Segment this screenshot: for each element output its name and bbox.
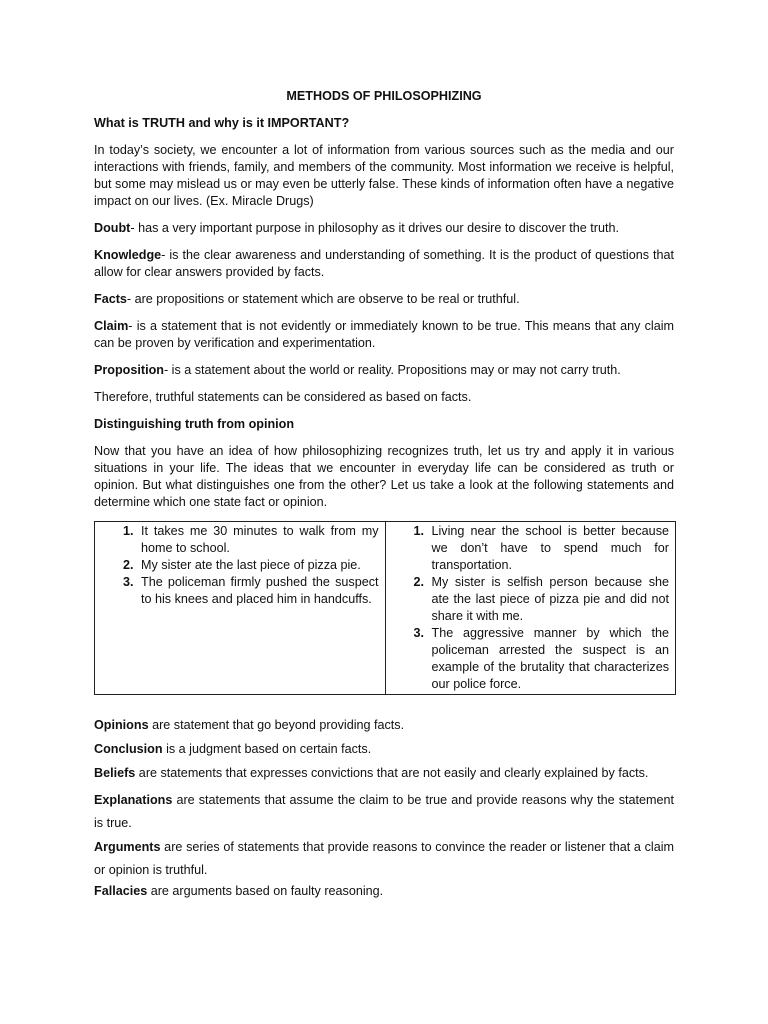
document-body xyxy=(94,88,674,907)
term-label: Fallacies xyxy=(94,884,148,898)
term-label: Claim xyxy=(94,319,129,333)
opinion-intro-paragraph: Now that you have an idea of how philosophizing recognizes truth, let us try and apply it in various situations in your life. The ideas that we encounter in everyday life can be considered as truth or opinion. But what distinguishes one from the other? Let us take a look at the following statements and determine which one state fact or opinion. xyxy=(94,444,674,509)
definition-text: - is the clear awareness and understanding of something. It is the product of questions that allow for clear answers provided by facts. xyxy=(94,248,674,279)
term-beliefs xyxy=(94,765,674,782)
table-row xyxy=(95,522,676,695)
fact-statements-cell xyxy=(95,522,386,695)
section-heading-truth: What is TRUTH and why is it IMPORTANT? xyxy=(94,116,350,130)
definition-text: - has a very important purpose in philosophy as it drives our desire to discover the truth. xyxy=(130,221,619,235)
term-text: is a judgment based on certain facts. xyxy=(162,742,372,756)
section-heading-opinion: Distinguishing truth from opinion xyxy=(94,417,295,431)
term-label: Proposition xyxy=(94,363,164,377)
definition-claim xyxy=(94,318,674,352)
term-text: are statement that go beyond providing facts. xyxy=(148,718,405,732)
term-label: Doubt xyxy=(94,221,131,235)
term-label: Knowledge xyxy=(94,248,162,262)
list-item: 2. My sister ate the last piece of pizza pie. xyxy=(137,557,379,574)
list-item: 2. My sister is selfish person because she ate the last piece of pizza pie and did not share it with me. xyxy=(428,574,670,625)
term-explanations xyxy=(94,789,674,835)
definition-knowledge xyxy=(94,247,674,281)
term-label: Opinions xyxy=(94,718,149,732)
term-conclusion xyxy=(94,741,674,758)
terms-list xyxy=(94,717,674,900)
therefore-paragraph: Therefore, truthful statements can be considered as based on facts. xyxy=(94,390,472,404)
term-label: Facts xyxy=(94,292,127,306)
definition-text: - is a statement about the world or reality. Propositions may or may not carry truth. xyxy=(163,363,621,377)
list-item: 3. The policeman firmly pushed the suspect to his knees and placed him in handcuffs. xyxy=(137,574,379,608)
term-label: Beliefs xyxy=(94,766,136,780)
opinion-statements-list xyxy=(390,523,670,693)
page-title: METHODS OF PHILOSOPHIZING xyxy=(286,89,482,103)
term-opinions xyxy=(94,717,674,734)
term-text: are series of statements that provide reasons to convince the reader or listener that a claim or opinion is truthful. xyxy=(94,840,674,877)
term-label: Explanations xyxy=(94,793,173,807)
intro-paragraph: In today’s society, we encounter a lot of information from various sources such as the media and our interactions with friends, family, and members of the community. Most information we receive is helpful, but some may mislead us or may even be utterly false. These kinds of information often have a negative impact on our lives. (Ex. Miracle Drugs) xyxy=(94,143,674,208)
term-text: are arguments based on faulty reasoning. xyxy=(147,884,384,898)
definition-text: - are propositions or statement which are observe to be real or truthful. xyxy=(126,292,520,306)
opinion-statements-cell xyxy=(385,522,676,695)
statements-table xyxy=(94,521,676,695)
list-item: 1. Living near the school is better because we don’t have to spend much for transportation. xyxy=(428,523,670,574)
definition-proposition xyxy=(94,362,674,379)
list-item: 1. It takes me 30 minutes to walk from my home to school. xyxy=(137,523,379,557)
term-fallacies xyxy=(94,883,674,900)
term-arguments xyxy=(94,836,674,882)
definition-facts xyxy=(94,291,674,308)
fact-statements-list xyxy=(99,523,379,608)
term-label: Conclusion xyxy=(94,742,163,756)
term-text: are statements that expresses convictions that are not easily and clearly explained by facts. xyxy=(135,766,649,780)
list-item: 3. The aggressive manner by which the policeman arrested the suspect is an example of the brutality that characterizes our police force. xyxy=(428,625,670,693)
definition-text: - is a statement that is not evidently or immediately known to be true. This means that any claim can be proven by verification and experimentation. xyxy=(94,319,674,350)
term-text: are statements that assume the claim to be true and provide reasons why the statement is true. xyxy=(94,793,674,830)
term-label: Arguments xyxy=(94,840,161,854)
definition-doubt xyxy=(94,220,674,237)
